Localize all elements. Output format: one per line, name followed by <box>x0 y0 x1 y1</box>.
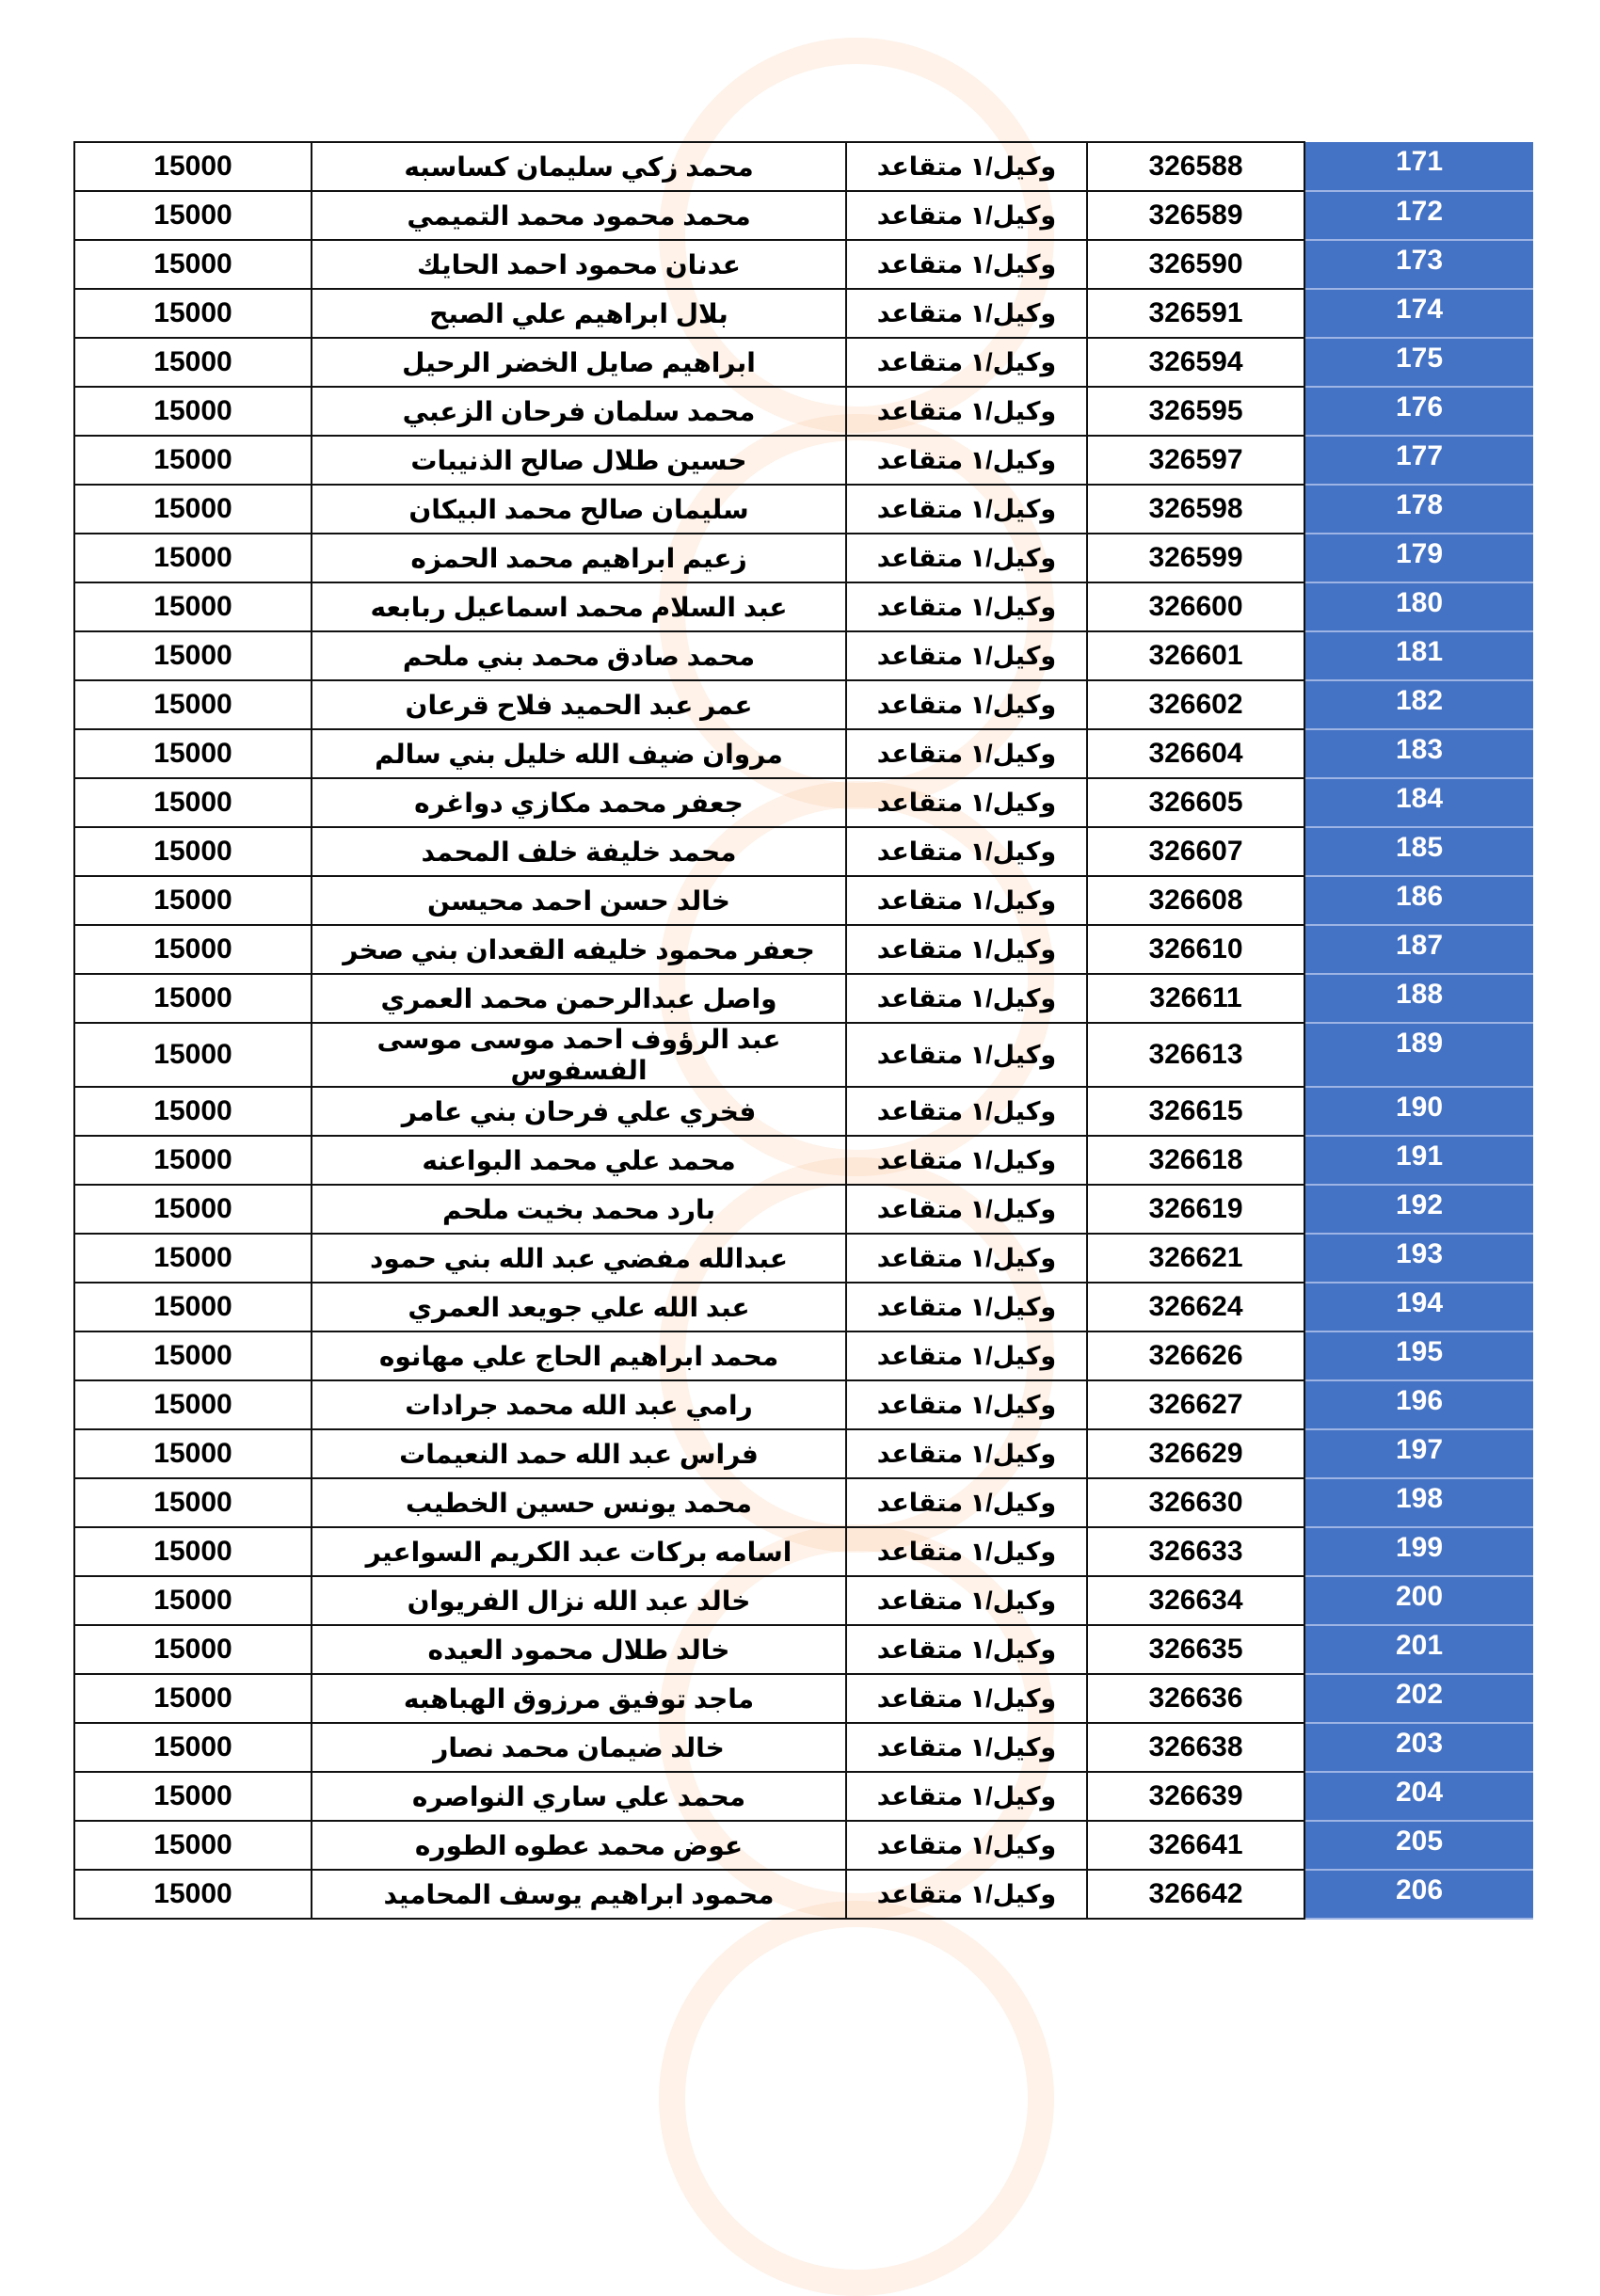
amount-cell: 15000 <box>74 729 312 778</box>
number-cell: 326626 <box>1087 1331 1304 1380</box>
role-cell: وكيل/١ متقاعد <box>846 534 1087 582</box>
name-cell: واصل عبدالرحمن محمد العمري <box>312 974 846 1023</box>
amount-cell: 15000 <box>74 436 312 485</box>
role-cell: وكيل/١ متقاعد <box>846 631 1087 680</box>
amount-cell: 15000 <box>74 1576 312 1625</box>
number-cell: 326591 <box>1087 289 1304 338</box>
number-cell: 326610 <box>1087 925 1304 974</box>
role-cell: وكيل/١ متقاعد <box>846 778 1087 827</box>
amount-cell: 15000 <box>74 876 312 925</box>
name-cell: عمر عبد الحميد فلاح قرعان <box>312 680 846 729</box>
index-cell: 172 <box>1304 191 1533 240</box>
name-cell: محمد محمود محمد التميمي <box>312 191 846 240</box>
table-row <box>74 1723 1533 1772</box>
number-cell: 326589 <box>1087 191 1304 240</box>
table-row <box>74 778 1533 827</box>
amount-cell: 15000 <box>74 680 312 729</box>
index-cell: 202 <box>1304 1674 1533 1723</box>
number-cell: 326638 <box>1087 1723 1304 1772</box>
index-cell: 171 <box>1304 142 1533 191</box>
amount-cell: 15000 <box>74 582 312 631</box>
amount-cell: 15000 <box>74 827 312 876</box>
role-cell: وكيل/١ متقاعد <box>846 387 1087 436</box>
role-cell: وكيل/١ متقاعد <box>846 1283 1087 1331</box>
role-cell: وكيل/١ متقاعد <box>846 191 1087 240</box>
index-cell: 184 <box>1304 778 1533 827</box>
role-cell: وكيل/١ متقاعد <box>846 1772 1087 1821</box>
index-cell: 205 <box>1304 1821 1533 1870</box>
index-cell: 173 <box>1304 240 1533 289</box>
amount-cell: 15000 <box>74 631 312 680</box>
index-cell: 175 <box>1304 338 1533 387</box>
table-row <box>74 240 1533 289</box>
table-row <box>74 1674 1533 1723</box>
amount-cell: 15000 <box>74 1478 312 1527</box>
role-cell: وكيل/١ متقاعد <box>846 240 1087 289</box>
number-cell: 326607 <box>1087 827 1304 876</box>
number-cell: 326604 <box>1087 729 1304 778</box>
table-row <box>74 1087 1533 1136</box>
amount-cell: 15000 <box>74 1234 312 1283</box>
role-cell: وكيل/١ متقاعد <box>846 1087 1087 1136</box>
index-cell: 193 <box>1304 1234 1533 1283</box>
index-cell: 174 <box>1304 289 1533 338</box>
index-cell: 190 <box>1304 1087 1533 1136</box>
table-row <box>74 1185 1533 1234</box>
name-cell: خالد حسن احمد محيسن <box>312 876 846 925</box>
table-row <box>74 827 1533 876</box>
index-cell: 177 <box>1304 436 1533 485</box>
name-cell: محمد ابراهيم الحاج علي مهانوه <box>312 1331 846 1380</box>
index-cell: 199 <box>1304 1527 1533 1576</box>
number-cell: 326594 <box>1087 338 1304 387</box>
amount-cell: 15000 <box>74 1821 312 1870</box>
role-cell: وكيل/١ متقاعد <box>846 1380 1087 1429</box>
number-cell: 326635 <box>1087 1625 1304 1674</box>
index-cell: 186 <box>1304 876 1533 925</box>
amount-cell: 15000 <box>74 142 312 191</box>
name-cell: اسامه بركات عبد الكريم السواعير <box>312 1527 846 1576</box>
role-cell: وكيل/١ متقاعد <box>846 680 1087 729</box>
table-row <box>74 1870 1533 1919</box>
amount-cell: 15000 <box>74 778 312 827</box>
name-cell: بارد محمد بخيت ملحم <box>312 1185 846 1234</box>
role-cell: وكيل/١ متقاعد <box>846 1576 1087 1625</box>
amount-cell: 15000 <box>74 1772 312 1821</box>
name-cell: فخري علي فرحان بني عامر <box>312 1087 846 1136</box>
table-row <box>74 925 1533 974</box>
table-row <box>74 876 1533 925</box>
table-row <box>74 289 1533 338</box>
amount-cell: 15000 <box>74 1331 312 1380</box>
number-cell: 326634 <box>1087 1576 1304 1625</box>
role-cell: وكيل/١ متقاعد <box>846 1674 1087 1723</box>
role-cell: وكيل/١ متقاعد <box>846 1234 1087 1283</box>
index-cell: 188 <box>1304 974 1533 1023</box>
index-cell: 198 <box>1304 1478 1533 1527</box>
amount-cell: 15000 <box>74 1283 312 1331</box>
amount-cell: 15000 <box>74 1625 312 1674</box>
table-row <box>74 680 1533 729</box>
name-cell: خالد ضيمان محمد نصار <box>312 1723 846 1772</box>
amount-cell: 15000 <box>74 1674 312 1723</box>
index-cell: 201 <box>1304 1625 1533 1674</box>
table-row <box>74 436 1533 485</box>
index-cell: 200 <box>1304 1576 1533 1625</box>
index-cell: 203 <box>1304 1723 1533 1772</box>
number-cell: 326618 <box>1087 1136 1304 1185</box>
table-row <box>74 1283 1533 1331</box>
index-cell: 176 <box>1304 387 1533 436</box>
index-cell: 182 <box>1304 680 1533 729</box>
name-cell: محمد زكي سليمان كساسبه <box>312 142 846 191</box>
amount-cell: 15000 <box>74 289 312 338</box>
number-cell: 326639 <box>1087 1772 1304 1821</box>
role-cell: وكيل/١ متقاعد <box>846 1023 1087 1087</box>
name-cell: زعيم ابراهيم محمد الحمزه <box>312 534 846 582</box>
table-row <box>74 1234 1533 1283</box>
table-row <box>74 1331 1533 1380</box>
number-cell: 326627 <box>1087 1380 1304 1429</box>
role-cell: وكيل/١ متقاعد <box>846 876 1087 925</box>
table-row <box>74 631 1533 680</box>
name-cell: عبد الله علي جويعد العمري <box>312 1283 846 1331</box>
amount-cell: 15000 <box>74 387 312 436</box>
role-cell: وكيل/١ متقاعد <box>846 485 1087 534</box>
role-cell: وكيل/١ متقاعد <box>846 436 1087 485</box>
role-cell: وكيل/١ متقاعد <box>846 974 1087 1023</box>
table-row <box>74 1478 1533 1527</box>
index-cell: 195 <box>1304 1331 1533 1380</box>
role-cell: وكيل/١ متقاعد <box>846 289 1087 338</box>
table-row <box>74 582 1533 631</box>
table-row <box>74 387 1533 436</box>
table-row <box>74 974 1533 1023</box>
number-cell: 326629 <box>1087 1429 1304 1478</box>
amount-cell: 15000 <box>74 534 312 582</box>
table-row <box>74 1821 1533 1870</box>
name-cell: محمد علي محمد البواعنه <box>312 1136 846 1185</box>
role-cell: وكيل/١ متقاعد <box>846 1870 1087 1919</box>
amount-cell: 15000 <box>74 191 312 240</box>
name-cell: ماجد توفيق مرزوق الهباهبه <box>312 1674 846 1723</box>
table-row <box>74 1527 1533 1576</box>
index-cell: 204 <box>1304 1772 1533 1821</box>
role-cell: وكيل/١ متقاعد <box>846 1331 1087 1380</box>
name-cell: عبد السلام محمد اسماعيل ربابعه <box>312 582 846 631</box>
table-row <box>74 485 1533 534</box>
name-cell: عدنان محمود احمد الحايك <box>312 240 846 289</box>
role-cell: وكيل/١ متقاعد <box>846 1527 1087 1576</box>
name-cell: حسين طلال صالح الذنيبات <box>312 436 846 485</box>
role-cell: وكيل/١ متقاعد <box>846 1821 1087 1870</box>
amount-cell: 15000 <box>74 338 312 387</box>
name-cell: رامي عبد الله محمد جرادات <box>312 1380 846 1429</box>
number-cell: 326602 <box>1087 680 1304 729</box>
amount-cell: 15000 <box>74 1185 312 1234</box>
role-cell: وكيل/١ متقاعد <box>846 729 1087 778</box>
amount-cell: 15000 <box>74 1380 312 1429</box>
role-cell: وكيل/١ متقاعد <box>846 1136 1087 1185</box>
table-row <box>74 338 1533 387</box>
watermark-clock-icon <box>659 1901 1054 2296</box>
name-cell: فراس عبد الله حمد النعيمات <box>312 1429 846 1478</box>
table-row <box>74 534 1533 582</box>
number-cell: 326590 <box>1087 240 1304 289</box>
number-cell: 326597 <box>1087 436 1304 485</box>
table-row <box>74 1625 1533 1674</box>
index-cell: 191 <box>1304 1136 1533 1185</box>
number-cell: 326642 <box>1087 1870 1304 1919</box>
amount-cell: 15000 <box>74 925 312 974</box>
role-cell: وكيل/١ متقاعد <box>846 1625 1087 1674</box>
amount-cell: 15000 <box>74 974 312 1023</box>
amount-cell: 15000 <box>74 1527 312 1576</box>
number-cell: 326619 <box>1087 1185 1304 1234</box>
role-cell: وكيل/١ متقاعد <box>846 338 1087 387</box>
number-cell: 326624 <box>1087 1283 1304 1331</box>
number-cell: 326598 <box>1087 485 1304 534</box>
name-cell: خالد عبد الله نزال الفريوان <box>312 1576 846 1625</box>
amount-cell: 15000 <box>74 1087 312 1136</box>
name-cell: جعفر محمد مكازي دواغره <box>312 778 846 827</box>
beneficiaries-table <box>73 141 1533 1920</box>
table-row <box>74 1136 1533 1185</box>
index-cell: 178 <box>1304 485 1533 534</box>
number-cell: 326611 <box>1087 974 1304 1023</box>
name-cell: محمود ابراهيم يوسف المحاميد <box>312 1870 846 1919</box>
number-cell: 326600 <box>1087 582 1304 631</box>
table-row <box>74 191 1533 240</box>
role-cell: وكيل/١ متقاعد <box>846 1185 1087 1234</box>
number-cell: 326630 <box>1087 1478 1304 1527</box>
table-row <box>74 1429 1533 1478</box>
index-cell: 192 <box>1304 1185 1533 1234</box>
number-cell: 326621 <box>1087 1234 1304 1283</box>
number-cell: 326615 <box>1087 1087 1304 1136</box>
role-cell: وكيل/١ متقاعد <box>846 582 1087 631</box>
number-cell: 326633 <box>1087 1527 1304 1576</box>
number-cell: 326636 <box>1087 1674 1304 1723</box>
number-cell: 326613 <box>1087 1023 1304 1087</box>
index-cell: 189 <box>1304 1023 1533 1087</box>
index-cell: 185 <box>1304 827 1533 876</box>
table-row <box>74 142 1533 191</box>
amount-cell: 15000 <box>74 485 312 534</box>
number-cell: 326608 <box>1087 876 1304 925</box>
index-cell: 197 <box>1304 1429 1533 1478</box>
number-cell: 326601 <box>1087 631 1304 680</box>
index-cell: 196 <box>1304 1380 1533 1429</box>
name-cell: محمد خليفة خلف المحمد <box>312 827 846 876</box>
table-row <box>74 1023 1533 1087</box>
amount-cell: 15000 <box>74 1870 312 1919</box>
index-cell: 179 <box>1304 534 1533 582</box>
role-cell: وكيل/١ متقاعد <box>846 925 1087 974</box>
name-cell: ابراهيم صايل الخضر الرحيل <box>312 338 846 387</box>
index-cell: 183 <box>1304 729 1533 778</box>
amount-cell: 15000 <box>74 1429 312 1478</box>
number-cell: 326605 <box>1087 778 1304 827</box>
name-cell: عبد الرؤوف احمد موسى موسى الفسفوس <box>312 1023 846 1087</box>
table-row <box>74 1772 1533 1821</box>
number-cell: 326599 <box>1087 534 1304 582</box>
index-cell: 181 <box>1304 631 1533 680</box>
amount-cell: 15000 <box>74 1136 312 1185</box>
amount-cell: 15000 <box>74 1723 312 1772</box>
name-cell: محمد سلمان فرحان الزعبي <box>312 387 846 436</box>
number-cell: 326588 <box>1087 142 1304 191</box>
table-row <box>74 1380 1533 1429</box>
amount-cell: 15000 <box>74 240 312 289</box>
name-cell: عوض محمد عطوه الطوره <box>312 1821 846 1870</box>
table-row <box>74 729 1533 778</box>
role-cell: وكيل/١ متقاعد <box>846 827 1087 876</box>
name-cell: مروان ضيف الله خليل بني سالم <box>312 729 846 778</box>
name-cell: محمد يونس حسين الخطيب <box>312 1478 846 1527</box>
name-cell: جعفر محمود خليفه القعدان بني صخر <box>312 925 846 974</box>
name-cell: عبدالله مفضي عبد الله بني حمود <box>312 1234 846 1283</box>
index-cell: 187 <box>1304 925 1533 974</box>
name-cell: خالد طلال محمود العيده <box>312 1625 846 1674</box>
name-cell: سليمان صالح محمد البيكان <box>312 485 846 534</box>
name-cell: محمد صادق محمد بني ملحم <box>312 631 846 680</box>
name-cell: محمد علي ساري النواصره <box>312 1772 846 1821</box>
index-cell: 194 <box>1304 1283 1533 1331</box>
role-cell: وكيل/١ متقاعد <box>846 142 1087 191</box>
amount-cell: 15000 <box>74 1023 312 1087</box>
role-cell: وكيل/١ متقاعد <box>846 1723 1087 1772</box>
role-cell: وكيل/١ متقاعد <box>846 1478 1087 1527</box>
role-cell: وكيل/١ متقاعد <box>846 1429 1087 1478</box>
index-cell: 206 <box>1304 1870 1533 1919</box>
number-cell: 326641 <box>1087 1821 1304 1870</box>
table-row <box>74 1576 1533 1625</box>
number-cell: 326595 <box>1087 387 1304 436</box>
name-cell: بلال ابراهيم علي الصبح <box>312 289 846 338</box>
index-cell: 180 <box>1304 582 1533 631</box>
